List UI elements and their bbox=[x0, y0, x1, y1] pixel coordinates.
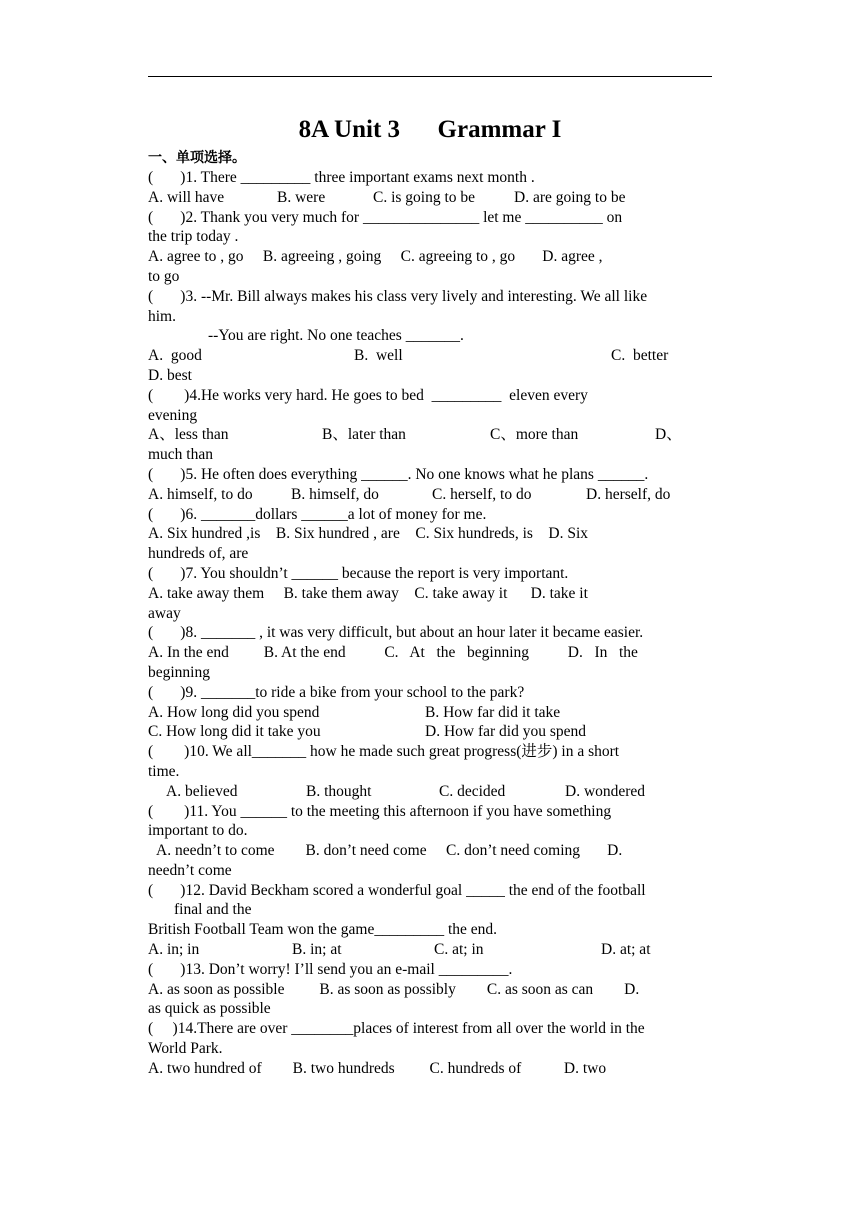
q4-option-d-cont: much than bbox=[148, 446, 213, 464]
header-rule bbox=[148, 76, 712, 77]
q14-stem: ( )14.There are over ________places of interest from all over the world in the bbox=[148, 1020, 645, 1038]
q3-options bbox=[148, 346, 712, 366]
q13-options-cont: as quick as possible bbox=[148, 1000, 271, 1018]
q10-options bbox=[148, 782, 712, 802]
q6-stem: ( )6. _______dollars ______a lot of money for me. bbox=[148, 505, 487, 523]
q8-stem: ( )8. _______ , it was very difficult, but about an hour later it became easier. bbox=[148, 624, 644, 642]
q7-stem: ( )7. You shouldn’t ______ because the report is very important. bbox=[148, 564, 569, 582]
q4-stem: ( )4.He works very hard. He goes to bed _________ eleven every bbox=[148, 386, 588, 404]
q14-options: A. two hundred of B. two hundreds C. hundreds of D. two bbox=[148, 1059, 607, 1077]
q12-option-d: D. at; at bbox=[601, 941, 651, 959]
q3-option-b: B. well bbox=[354, 347, 403, 365]
q9-option-d: D. How far did you spend bbox=[425, 723, 587, 741]
q3-option-c: C. better bbox=[611, 347, 669, 365]
q1-options bbox=[148, 188, 712, 208]
q3-response: --You are right. No one teaches _______. bbox=[208, 327, 464, 345]
q2-stem: ( )2. Thank you very much for _______________ let me __________ on bbox=[148, 208, 623, 226]
q8-options-cont: beginning bbox=[148, 663, 210, 681]
q13-options: A. as soon as possible B. as soon as possibly C. as soon as can D. bbox=[148, 980, 640, 998]
q11-options-cont: needn’t come bbox=[148, 861, 232, 879]
q4-option-b: B、later than bbox=[322, 426, 406, 444]
q1-option-b: B. were bbox=[277, 188, 326, 206]
q2-options: A. agree to , go B. agreeing , going C. agreeing to , go D. agree , bbox=[148, 248, 603, 266]
q8-options: A. In the end B. At the end C. At the beginning D. In the bbox=[148, 644, 638, 662]
q10-option-a: A. believed bbox=[166, 782, 238, 800]
q6-options: A. Six hundred ,is B. Six hundred , are C. Six hundreds, is D. Six bbox=[148, 525, 589, 543]
q13-stem: ( )13. Don’t worry! I’ll send you an e-mail _________. bbox=[148, 960, 513, 978]
q9-options-row1 bbox=[148, 703, 712, 723]
q10-option-c: C. decided bbox=[439, 782, 506, 800]
q10-stem-cont: time. bbox=[148, 762, 180, 780]
q10-option-d: D. wondered bbox=[565, 782, 646, 800]
q1-stem: ( )1. There _________ three important exams next month . bbox=[148, 169, 535, 186]
q4-stem-cont: evening bbox=[148, 406, 198, 424]
section-heading: 一、单项选择。 bbox=[148, 150, 246, 166]
q9-options-row2 bbox=[148, 722, 712, 742]
q5-options bbox=[148, 485, 712, 505]
q11-stem-cont: important to do. bbox=[148, 822, 248, 840]
q10-option-b: B. thought bbox=[306, 782, 372, 800]
q5-option-a: A. himself, to do bbox=[148, 485, 253, 503]
q9-option-c: C. How long did it take you bbox=[148, 723, 321, 741]
q2-options-cont: to go bbox=[148, 267, 180, 285]
q4-option-a: A、less than bbox=[148, 426, 229, 444]
q12-option-a: A. in; in bbox=[148, 941, 200, 959]
q4-options bbox=[148, 425, 712, 445]
q3-stem: ( )3. --Mr. Bill always makes his class very lively and interesting. We all like bbox=[148, 287, 648, 305]
q12-option-c: C. at; in bbox=[434, 941, 484, 959]
q3-option-a: A. good bbox=[148, 347, 202, 365]
q9-stem: ( )9. _______to ride a bike from your school to the park? bbox=[148, 683, 525, 701]
q2-stem-cont: the trip today . bbox=[148, 228, 239, 246]
q9-option-a: A. How long did you spend bbox=[148, 703, 320, 721]
q7-options: A. take away them B. take them away C. take away it D. take it bbox=[148, 584, 588, 602]
q11-stem: ( )11. You ______ to the meeting this afternoon if you have something bbox=[148, 802, 612, 820]
q12-option-b: B. in; at bbox=[292, 941, 342, 959]
q5-option-c: C. herself, to do bbox=[432, 485, 532, 503]
q5-stem: ( )5. He often does everything ______. No one knows what he plans ______. bbox=[148, 465, 649, 483]
q12-stem-cont: final and the bbox=[174, 901, 252, 919]
q1-option-c: C. is going to be bbox=[373, 188, 476, 206]
q9-option-b: B. How far did it take bbox=[425, 703, 561, 721]
q6-options-cont: hundreds of, are bbox=[148, 545, 249, 563]
q5-option-b: B. himself, do bbox=[291, 485, 379, 503]
q11-options: A. needn’t to come B. don’t need come C. don’t need coming D. bbox=[156, 842, 623, 860]
q14-stem-cont: World Park. bbox=[148, 1040, 223, 1058]
q12-options bbox=[148, 940, 712, 960]
q4-option-c: C、more than bbox=[490, 426, 579, 444]
q5-option-d: D. herself, do bbox=[586, 485, 671, 503]
q1-option-a: A. will have bbox=[148, 188, 225, 206]
page-title: 8A Unit 3 Grammar I bbox=[298, 116, 562, 143]
q12-stem: ( )12. David Beckham scored a wonderful goal _____ the end of the football bbox=[148, 881, 646, 899]
q1-option-d: D. are going to be bbox=[514, 188, 626, 206]
q3-option-d: D. best bbox=[148, 366, 192, 384]
worksheet bbox=[148, 112, 712, 1079]
q12-stem-cont2: British Football Team won the game_________ the end. bbox=[148, 921, 498, 939]
q7-options-cont: away bbox=[148, 604, 181, 622]
q3-stem-cont: him. bbox=[148, 307, 176, 325]
q10-stem: ( )10. We all_______ how he made such great progress(进步) in a short bbox=[148, 743, 620, 761]
q4-option-d: D、 bbox=[655, 426, 682, 444]
